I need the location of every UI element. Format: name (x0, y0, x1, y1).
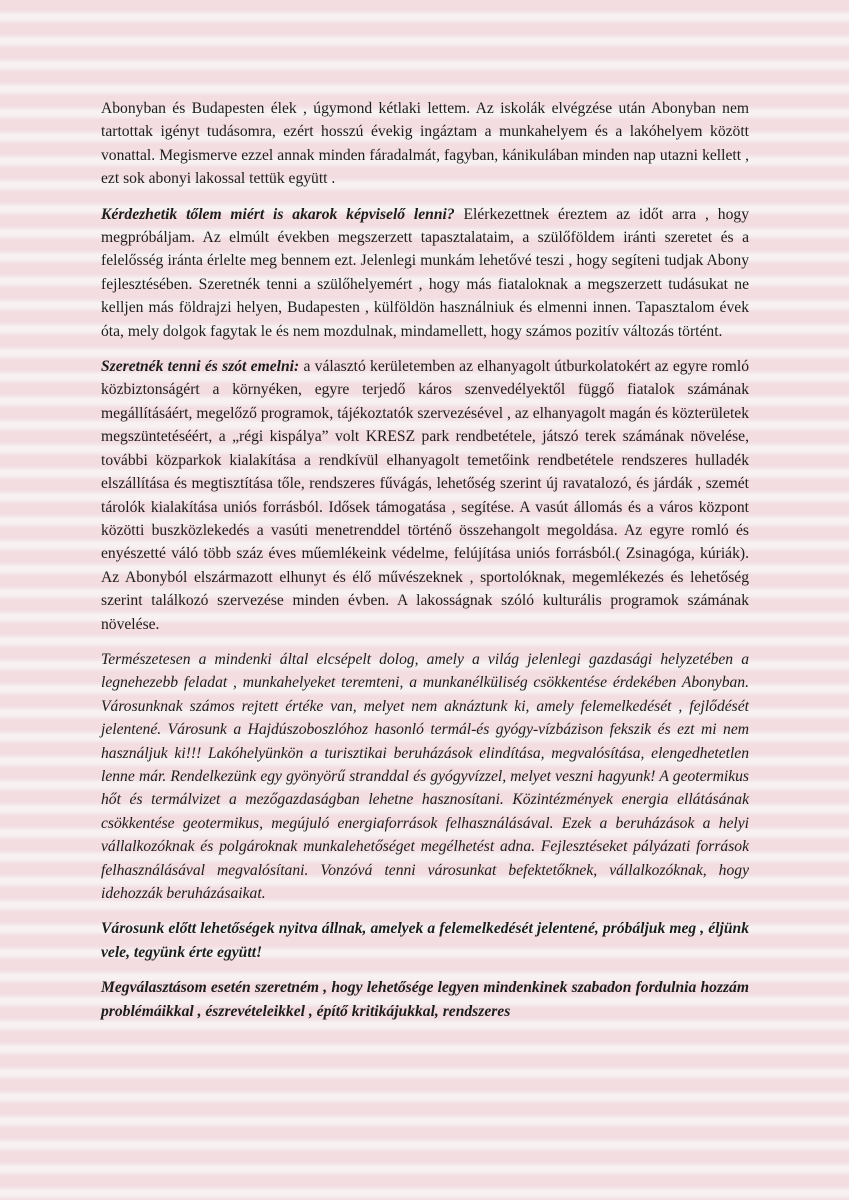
paragraph-motivation-lead: Kérdezhetik tőlem miért is akarok képviselő lenni? (101, 205, 455, 223)
document-page (101, 97, 749, 1035)
paragraph-intro: Abonyban és Budapesten élek , úgymond kétlaki lettem. Az iskolák elvégzése után Abonyban nem tartottak igényt tudásomra, ezért hosszú évekig ingáztam a munkahelyem és a lakóhelyem között vonattal. Megismerve ezzel annak minden fáradalmát, fagyban, kánikulában minden nap utazni kellett , ezt sok abonyi lakossal tettük együtt . (101, 100, 749, 188)
paragraph-goals (101, 355, 749, 636)
paragraph-contact: Megválasztásom esetén szeretném , hogy lehetősége legyen mindenkinek szabadon fordulnia hozzám problémáikkal , észrevételeikkel , építő kritikájukkal, rendszeres (101, 979, 749, 1020)
paragraph-motivation (101, 203, 749, 343)
paragraph-economy: Természetesen a mindenki által elcsépelt dolog, amely a világ jelenlegi gazdasági helyzetében a legnehezebb feladat , munkahelyeket teremteni, a munkanélküliség csökkentése érdekében Abonyban. Városunknak számos rejtett értéke van, melyet nem aknáztunk ki, amely felemelkedését , fejlődését jelentené. Városunk a Hajdúszoboszlóhoz hasonló termál-és gyógy-vízbázison fekszik és ezt mi nem használjuk ki!!! Lakóhelyünkön a turisztikai beruházások elindítása, megvalósítása, elengedhetetlen lenne már. Rendelkezünk egy gyönyörű stranddal és gyógyvízzel, melyet veszni hagyunk! A geotermikus hőt és termálvizet a mezőgazdaságban lehetne hasznosítani. Közintézmények energia ellátásának csökkentése geotermikus, megújuló energiaforrások felhasználásával. Ezek a beruházások a helyi vállalkozóknak és polgároknak munkalehetőséget megélhetést adna. Fejlesztéseket pályázati források felhasználásával megvalósítani. Vonzóvá tenni városunkat befektetőknek, vállalkozóknak, hogy idehozzák beruházásaikat. (101, 650, 749, 902)
paragraph-goals-text: a választó kerületemben az elhanyagolt útburkolatokért az egyre romló közbiztonságért a környéken, egyre terjedő káros szenvedélyektől függő fiatalok számának megállításáért, megelőző programok, tájékoztatók szervezésével , az elhanyagolt magán és közterületek megszüntetéséért, a „régi kispálya” volt KRESZ park rendbetétele, játszó terek számának növelése, további közparkok kialakítása a rendkívül elhanyagolt temetőink rendbetétele rendszeres hulladék elszállítása és megtisztítása tőle, rendszeres fűvágás, lehetőség szerint új ravatalozó, és járdák , szemét tárolók kialakítása uniós forrásból. Idősek támogatása , segítése. A vasút állomás és a város központ közötti buszközlekedés a vasúti menetrenddel történő összehangolt megoldása. Az egyre romló és enyészetté váló több száz éves műemlékeink védelme, felújítása uniós forrásból.( Zsinagóga, kúriák). Az Abonyból elszármazott elhunyt és élő művészeknek , sportolóknak, megemlékezés és lehetőség szerint találkozó szervezése minden évben. A lakosságnak szóló kulturális programok számának növelése. (101, 358, 749, 633)
paragraph-motivation-text: Elérkezettnek éreztem az időt arra , hogy megpróbáljam. Az elmúlt években megszerzett tapasztalataim, a szülőföldem iránti szeretet és a felelősség iránta érlelte meg bennem ezt. Jelenlegi munkám lehetővé teszi , hogy segíteni tudjak Abony fejlesztésében. Szeretnék tenni a szülőhelyemért , hogy más fiataloknak a megszerzett tudásukat ne kelljen más földrajzi helyen, Budapesten , külföldön használniuk és elmenni innen. Tapasztalom évek óta, mely dolgok fagytak le és nem mozdulnak, mindamellett, hogy számos pozitív változás történt. (101, 205, 749, 340)
paragraph-call-to-action: Városunk előtt lehetőségek nyitva állnak, amelyek a felemelkedését jelentené, próbáljuk meg , éljünk vele, tegyünk érte együtt! (101, 920, 749, 961)
paragraph-goals-lead: Szeretnék tenni és szót emelni: (101, 358, 300, 376)
